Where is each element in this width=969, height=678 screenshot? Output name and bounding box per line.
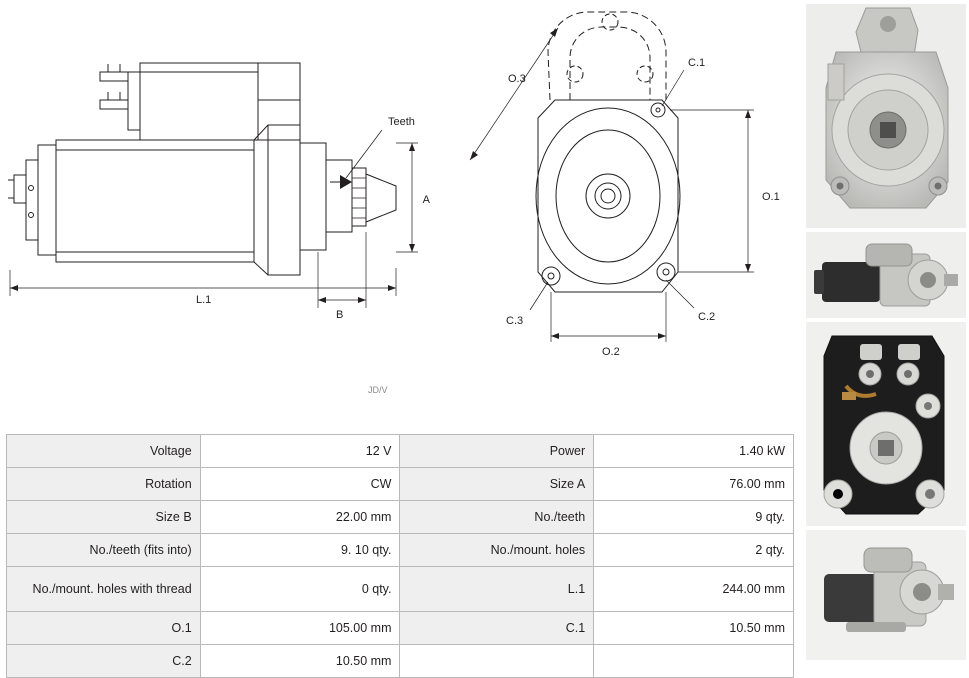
spec-value: 22.00 mm [200,501,400,534]
table-row [7,435,794,468]
label-c2: C.2 [698,311,716,323]
spec-value: 244.00 mm [594,567,794,612]
starter-angled-view-photo [806,530,966,660]
label-c3: C.3 [506,315,524,327]
spec-value: 76.00 mm [594,468,794,501]
spec-label: No./mount. holes with thread [7,567,201,612]
table-row [7,645,794,678]
spec-label: No./teeth [400,501,594,534]
flange-view-drawing [430,0,800,400]
spec-label: O.1 [7,612,201,645]
table-row [7,468,794,501]
table-row [7,612,794,645]
spec-empty-cell [594,645,794,678]
spec-value: 10.50 mm [594,612,794,645]
spec-label: L.1 [400,567,594,612]
label-size-b: B [336,309,344,321]
spec-value: 10.50 mm [200,645,400,678]
specification-table [6,434,794,678]
spec-label: No./teeth (fits into) [7,534,201,567]
spec-value: 2 qty. [594,534,794,567]
side-view-drawing [0,0,430,400]
label-size-a: A [422,194,430,206]
spec-label: C.1 [400,612,594,645]
spec-value: 1.40 kW [594,435,794,468]
spec-value: 9. 10 qty. [200,534,400,567]
spec-value: 0 qty. [200,567,400,612]
spec-label: Size A [400,468,594,501]
product-photo-column [806,4,966,660]
spec-empty-cell [400,645,594,678]
spec-value: 105.00 mm [200,612,400,645]
solenoid-contacts-photo [806,322,966,526]
label-teeth: Teeth [388,116,415,128]
spec-value: 12 V [200,435,400,468]
spec-label: Voltage [7,435,201,468]
drawing-watermark: JD/V [368,385,388,395]
label-c1: C.1 [688,57,706,69]
label-o3: O.3 [508,73,526,85]
label-o2: O.2 [602,346,620,358]
spec-label: Power [400,435,594,468]
table-row [7,534,794,567]
label-o1: O.1 [762,191,780,203]
table-row [7,501,794,534]
starter-side-view-photo [806,232,966,318]
spec-label: Size B [7,501,201,534]
spec-label: Rotation [7,468,201,501]
spec-value: CW [200,468,400,501]
table-row [7,567,794,612]
label-l1: L.1 [196,294,212,306]
spec-value: 9 qty. [594,501,794,534]
starter-front-view-photo [806,4,966,228]
spec-label: No./mount. holes [400,534,594,567]
spec-label: C.2 [7,645,201,678]
